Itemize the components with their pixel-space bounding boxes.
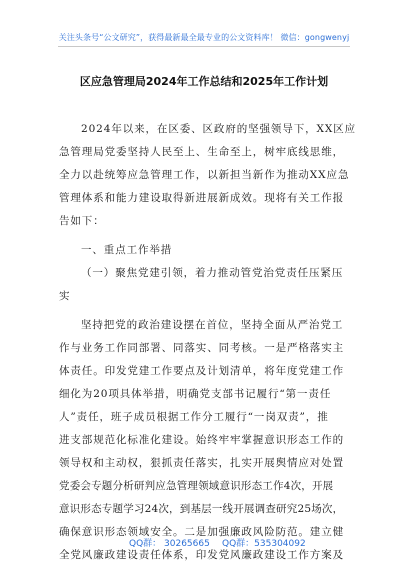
- subsection-heading-cont: 实: [59, 290, 71, 302]
- page-header: [0, 0, 408, 58]
- paragraph-line: 坚持把党的政治建设摆在首位，坚持全面从严治党工: [81, 319, 344, 331]
- paragraph-line: 进支部规范化标准化建设。始终牢牢掌握意识形态工作的: [59, 434, 344, 446]
- document-title: 区应急管理局2024年工作总结和2025年工作计划: [79, 75, 329, 88]
- paragraph-line: 领导权和主动权，狠抓责任落实，扎实开展舆情应对处置: [59, 457, 344, 469]
- paragraph-line: 全力以赴统筹应急管理工作，以新担当新作为推动XX应急: [59, 169, 350, 181]
- paragraph-line: 体责任。印发党建工作要点及计划清单，将年度党建工作: [59, 365, 344, 377]
- section-heading: 一、重点工作举措: [81, 244, 173, 256]
- subsection-heading: （一）聚焦党建引领，着力推动管党治党责任压紧压: [81, 267, 344, 279]
- page-footer: [0, 536, 408, 550]
- paragraph-line: 2024年以来，在区委、区政府的坚强领导下，XX区应: [81, 123, 357, 135]
- qq-group-1: QQ群： 30265665: [129, 539, 210, 549]
- qq-group-2: QQ群：535304092: [222, 539, 306, 549]
- paragraph-line: 管理体系和能力建设取得新进展新成效。现将有关工作报: [59, 192, 344, 204]
- promo-note: 关注头条号“公文研究”，获得最新最全最专业的公文资料库！ 微信：gongwenyj: [58, 33, 350, 42]
- paragraph-line: 全党风廉政建设责任体系，印发党风廉政建设工作方案及: [59, 549, 344, 561]
- paragraph-line: 党委会专题分析研判应急管理领域意识形态工作4次，开展: [59, 480, 334, 492]
- paragraph-line: 作与业务工作同部署、同落实、同考核。一是严格落实主: [59, 342, 344, 354]
- paragraph-line: 人”责任，班子成员根据工作分工履行“一岗双责”，推: [59, 411, 329, 423]
- paragraph-line: 告如下：: [59, 215, 105, 227]
- paragraph-line: 急管理局党委坚持人民至上、生命至上，树牢底线思维，: [59, 146, 344, 158]
- paragraph-line: 确保意识形态领域安全。二是加强廉政风险防范。建立健: [59, 526, 344, 538]
- paragraph-line: 意识形态专题学习24次，到基层一线开展调查研究25场次，: [59, 503, 344, 515]
- paragraph-line: 细化为20项具体举措，明确党支部书记履行“第一责任: [59, 388, 332, 400]
- header-divider: [58, 46, 350, 47]
